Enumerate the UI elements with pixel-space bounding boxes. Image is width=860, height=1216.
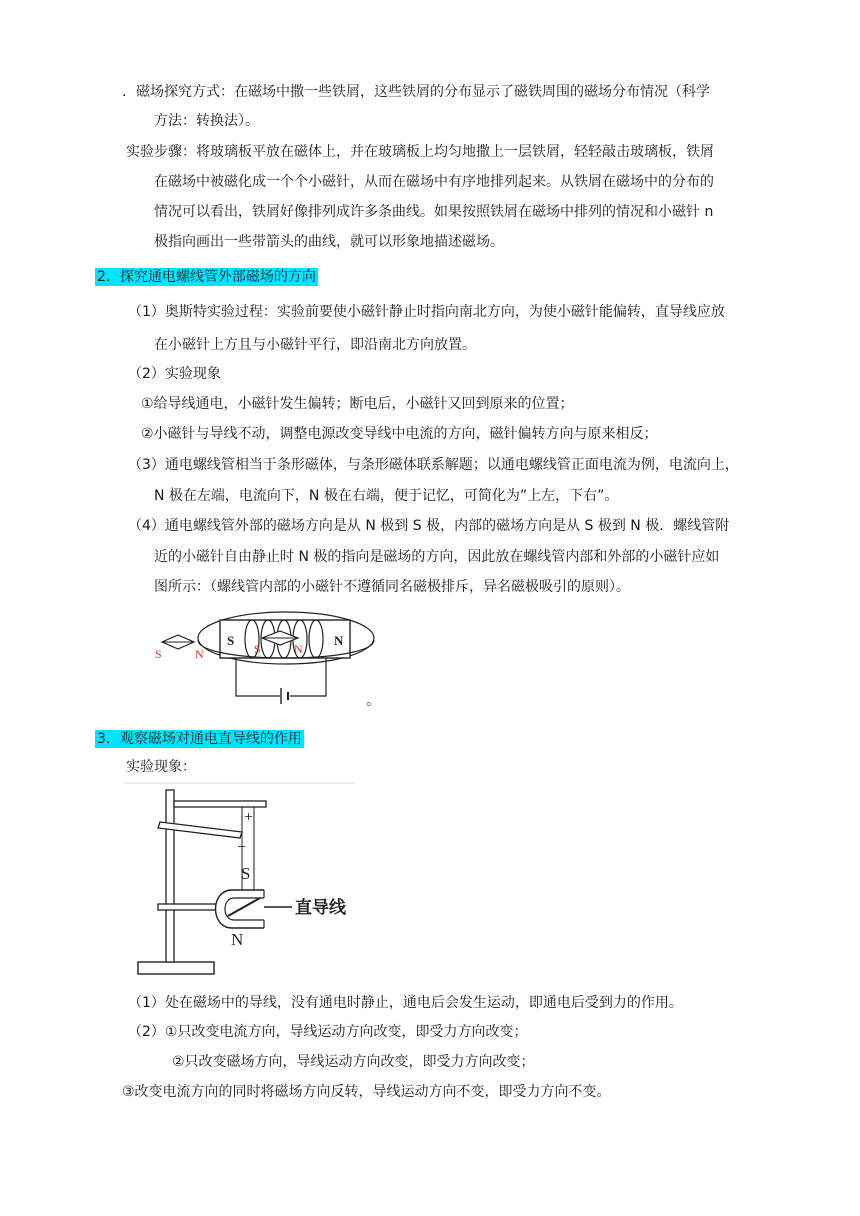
magnet-s-label: S — [241, 864, 251, 883]
plus-label: + — [244, 809, 254, 826]
section-heading-3 — [95, 730, 304, 748]
s4-line-2: 近的小磁针自由静止时 N 极的指向是磁场的方向，因此放在螺线管内部和外部的小磁针应如 — [154, 549, 720, 565]
s2-item-1: ①给导线通电，小磁针发生偏转；断电后，小磁针又回到原来的位置； — [141, 396, 574, 412]
stand-base — [138, 962, 214, 974]
inner-compass-s-label: S — [254, 642, 261, 656]
wire-magnet-figure — [124, 782, 364, 978]
r2-item-3: ③改变电流方向的同时将磁场方向反转，导线运动方向不变，即受力方向不变。 — [122, 1084, 611, 1100]
wire-label: 直导线 — [295, 898, 346, 917]
stand-top-arm — [174, 801, 266, 807]
s2-item-2: ②小磁针与导线不动，调整电源改变导线中电流的方向，磁针偏转方向与原来相反； — [141, 426, 658, 442]
s2-title: （2）实验现象 — [128, 366, 221, 382]
outer-compass-n-label: N — [195, 647, 204, 661]
observation-label: 实验现象： — [126, 759, 196, 775]
s3-line-2: N 极在左端，电流向下，N 极在右端，便于记忆，可简化为”上左，下右”。 — [154, 488, 619, 504]
stand-pole — [166, 790, 174, 962]
r1-line: （1）处在磁场中的导线，没有通电时静止，通电后会发生运动，即通电后受到力的作用。 — [128, 995, 683, 1011]
magnet-n-label: N — [231, 930, 244, 949]
p2-line-2: 在磁场中被磁化成一个个小磁针，从而在磁场中有序地排列起来。从铁屑在磁场中的分布的 — [154, 174, 714, 190]
r2-item-1: （2）①只改变电流方向，导线运动方向改变，即受力方向改变； — [128, 1024, 528, 1040]
outer-compass-s-label: S — [155, 647, 162, 661]
s4-line-3: 图所示：（螺线管内部的小磁针不遵循同名磁极排斥，异名磁极吸引的原则）。 — [154, 579, 630, 595]
s1-line-2: 在小磁针上方且与小磁针平行，即沿南北方向放置。 — [154, 337, 476, 353]
s1-line-1: （1）奥斯特实验过程：实验前要使小磁针静止时指向南北方向，为使小磁针能偏转，直导线应放 — [128, 304, 725, 320]
r2-item-2: ②只改变磁场方向，导线运动方向改变，即受力方向改变； — [172, 1054, 535, 1070]
stand-middle-arm — [158, 904, 218, 910]
p2-line-3: 情况可以看出，铁屑好像排列成许多条曲线。如果按照铁屑在磁场中排列的情况和小磁针 n — [154, 204, 714, 220]
p2-line-4: 极指向画出一些带箭头的曲线，就可以形象地描述磁场。 — [154, 234, 504, 250]
s3-line-1: （3）通电螺线管相当于条形磁体，与条形磁体联系解题；以通电螺线管正面电流为例，电流向上， — [128, 457, 739, 473]
solenoid-s-pole: S — [227, 633, 235, 648]
p1-line-1: ．磁场探究方式：在磁场中撒一些铁屑，这些铁屑的分布显示了磁铁周围的磁场分布情况（科学 — [122, 84, 710, 100]
p2-line-1: 实验步骤：将玻璃板平放在磁体上，并在玻璃板上均匀地撒上一层铁屑，轻轻敲击玻璃板，铁屑 — [126, 144, 714, 160]
s4-line-1: （4）通电螺线管外部的磁场方向是从 N 极到 S 极，内部的磁场方向是从 S 极到 N 极．螺线管附 — [128, 518, 730, 534]
figure-period: 。 — [366, 693, 380, 709]
p1-line-2: 方法：转换法）。 — [154, 113, 259, 129]
heading-3-text: 3．观察磁场对通电直导线的作用 — [97, 731, 302, 747]
heading-2-text: 2．探究通电螺线管外部磁场的方向 — [97, 269, 316, 285]
minus-label: − — [237, 839, 247, 856]
solenoid-n-pole: N — [334, 633, 344, 648]
solenoid-figure — [150, 604, 385, 708]
inner-compass-n-label: N — [294, 642, 303, 656]
section-heading-2 — [95, 268, 318, 286]
